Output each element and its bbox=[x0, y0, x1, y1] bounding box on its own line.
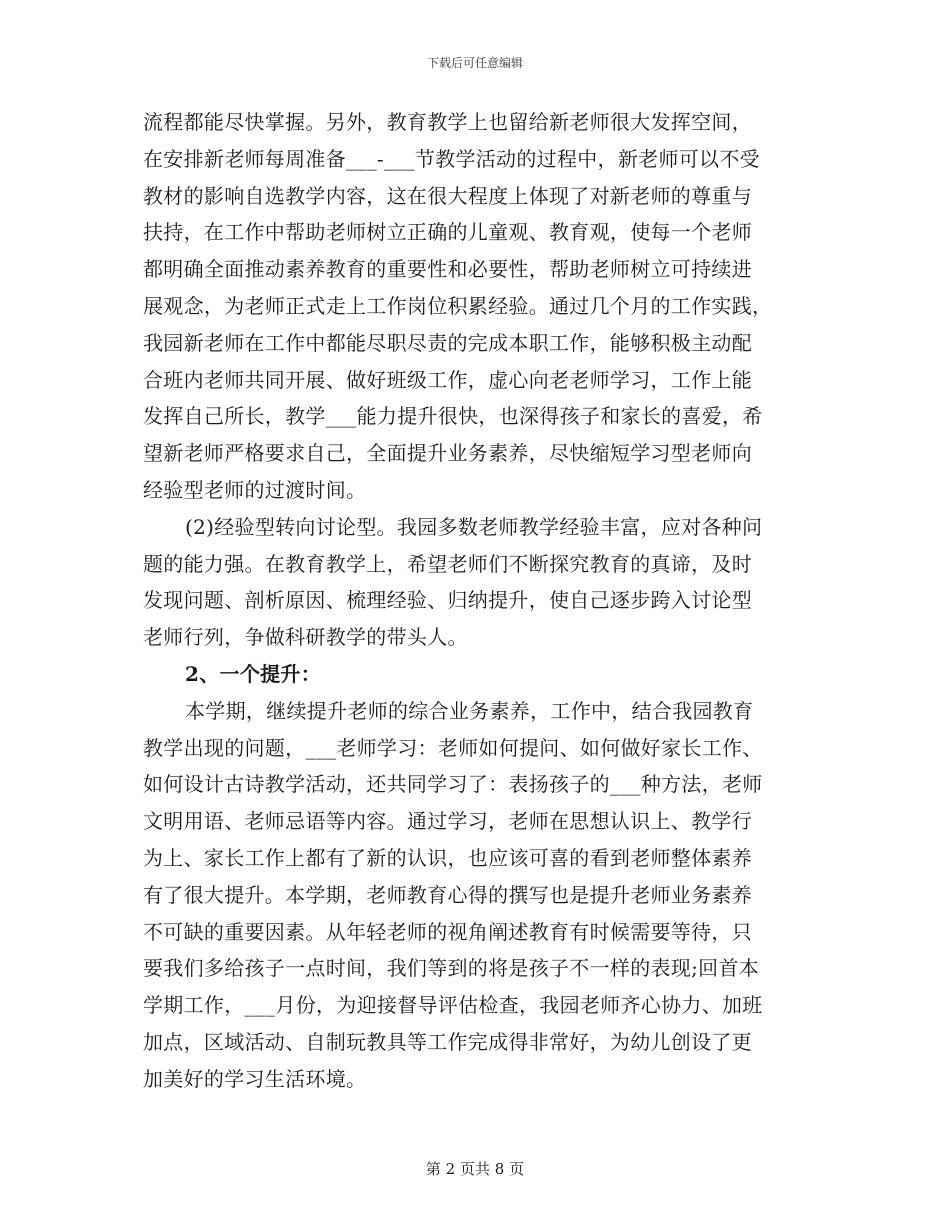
text-line: 为上、家长工作上都有了新的认识，也应该可喜的看到老师整体素养 bbox=[143, 845, 752, 870]
text-line: 望新老师严格要求自己，全面提升业务素养，尽快缩短学习型老师向 bbox=[143, 441, 752, 466]
text-line: 文明用语、老师忌语等内容。通过学习，老师在思想认识上、教学行 bbox=[143, 809, 752, 834]
text-line: 合班内老师共同开展、做好班级工作，虚心向老老师学习，工作上能 bbox=[143, 367, 752, 392]
text-line: 教材的影响自选教学内容，这在很大程度上体现了对新老师的尊重与 bbox=[143, 183, 752, 208]
text-line: 学期工作，___月份，为迎接督导评估检查，我园老师齐心协力、加班 bbox=[143, 993, 763, 1018]
page-header: 下载后可任意编辑 bbox=[426, 56, 523, 70]
text-line: 题的能力强。在教育教学上，希望老师们不断探究教育的真谛，及时 bbox=[143, 551, 752, 576]
section-heading: 2、一个提升： bbox=[185, 661, 322, 686]
text-line: 都明确全面推动素养教育的重要性和必要性，帮助老师树立可持续进 bbox=[143, 257, 752, 282]
text-line: 展观念，为老师正式走上工作岗位积累经验。通过几个月的工作实践， bbox=[143, 293, 773, 318]
text-line: 经验型老师的过渡时间。 bbox=[143, 477, 367, 502]
text-line: 在安排新老师每周准备___-___节教学活动的过程中，新老师可以不受 bbox=[143, 146, 760, 171]
text-line: 加美好的学习生活环境。 bbox=[143, 1066, 367, 1091]
text-line: 我园新老师在工作中都能尽职尽责的完成本职工作，能够积极主动配 bbox=[143, 330, 752, 355]
text-line: 流程都能尽快掌握。另外，教育教学上也留给新老师很大发挥空间， bbox=[143, 110, 752, 134]
document-body bbox=[143, 104, 811, 1098]
text-line: 发挥自己所长，教学___能力提升很快，也深得孩子和家长的喜爱，希 bbox=[143, 404, 763, 429]
text-line: (2)经验型转向讨论型。我园多数老师教学经验丰富，应对各种问 bbox=[185, 514, 763, 539]
text-line: 老师行列，争做科研教学的带头人。 bbox=[143, 625, 468, 650]
page-footer: 第 2 页共 8 页 bbox=[425, 1160, 525, 1178]
text-line: 发现问题、剖析原因、梳理经验、归纳提升，使自己逐步跨入讨论型 bbox=[143, 588, 752, 613]
text-line: 扶持，在工作中帮助老师树立正确的儿童观、教育观，使每一个老师 bbox=[143, 220, 752, 245]
text-line: 不可缺的重要因素。从年轻老师的视角阐述教育有时候需要等待，只 bbox=[143, 919, 752, 944]
text-line: 教学出现的问题，___老师学习：老师如何提问、如何做好家长工作、 bbox=[143, 735, 763, 760]
text-line: 如何设计古诗教学活动，还共同学习了：表扬孩子的___种方法，老师 bbox=[143, 772, 763, 797]
text-line: 加点，区域活动、自制玩教具等工作完成得非常好，为幼儿创设了更 bbox=[143, 1029, 752, 1054]
text-line: 有了很大提升。本学期，老师教育心得的撰写也是提升老师业务素养 bbox=[143, 882, 752, 907]
text-line: 本学期，继续提升老师的综合业务素养，工作中，结合我园教育 bbox=[185, 698, 754, 723]
text-line: 要我们多给孩子一点时间，我们等到的将是孩子不一样的表现;回首本 bbox=[143, 956, 760, 981]
